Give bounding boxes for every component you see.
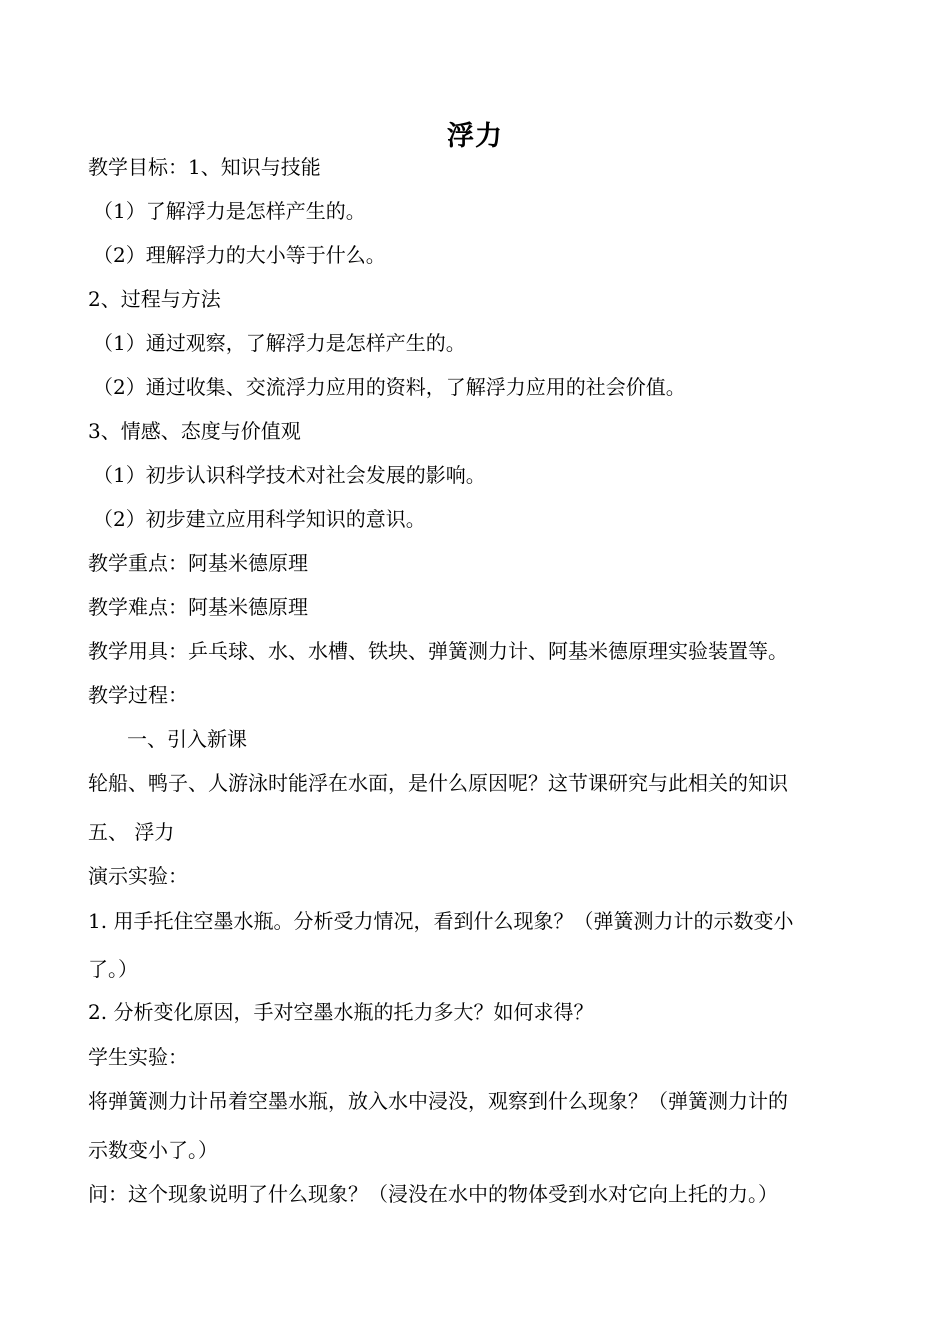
text-line-process-method: 2、过程与方法 <box>88 287 221 311</box>
document-title: 浮力 <box>447 121 503 152</box>
text-line-demo-experiment: 演示实验： <box>88 864 188 888</box>
text-line-objective-3-1: （1）初步认识科学技术对社会发展的影响。 <box>93 463 486 487</box>
text-line-intro-question: 轮船、鸭子、人游泳时能浮在水面，是什么原因呢？这节课研究与此相关的知识 <box>88 771 788 795</box>
text-line-objectives: 教学目标：1、知识与技能 <box>88 155 321 179</box>
text-line-introduction: 一、引入新课 <box>127 727 247 751</box>
text-line-key-point: 教学重点：阿基米德原理 <box>88 551 308 575</box>
text-line-section-buoyancy: 五、 浮力 <box>88 820 175 844</box>
text-line-demo-step-1: 1. 用手托住空墨水瓶。分析受力情况，看到什么现象？（弹簧测力计的示数变小 <box>88 909 794 933</box>
text-line-objective-1-1: （1）了解浮力是怎样产生的。 <box>93 199 366 223</box>
text-line-teaching-process: 教学过程： <box>88 683 188 707</box>
text-line-teaching-tools: 教学用具：乒乓球、水、水槽、铁块、弹簧测力计、阿基米德原理实验装置等。 <box>88 639 788 663</box>
text-line-demo-step-2: 2. 分析变化原因，手对空墨水瓶的托力多大？如何求得？ <box>88 1000 594 1024</box>
text-line-objective-1-2: （2）理解浮力的大小等于什么。 <box>93 243 386 267</box>
text-line-student-step-cont: 示数变小了。） <box>88 1138 218 1162</box>
text-line-demo-step-1-cont: 了。） <box>88 957 138 981</box>
text-line-emotion-values: 3、情感、态度与价值观 <box>88 419 301 443</box>
text-line-objective-2-1: （1）通过观察，了解浮力是怎样产生的。 <box>93 331 466 355</box>
text-line-question: 问：这个现象说明了什么现象？（浸没在水中的物体受到水对它向上托的力。） <box>88 1182 778 1206</box>
text-line-objective-3-2: （2）初步建立应用科学知识的意识。 <box>93 507 426 531</box>
text-line-difficulty: 教学难点：阿基米德原理 <box>88 595 308 619</box>
text-line-student-experiment: 学生实验： <box>88 1045 188 1069</box>
text-line-student-step: 将弹簧测力计吊着空墨水瓶，放入水中浸没，观察到什么现象？（弹簧测力计的 <box>88 1089 788 1113</box>
text-line-objective-2-2: （2）通过收集、交流浮力应用的资料，了解浮力应用的社会价值。 <box>93 375 686 399</box>
